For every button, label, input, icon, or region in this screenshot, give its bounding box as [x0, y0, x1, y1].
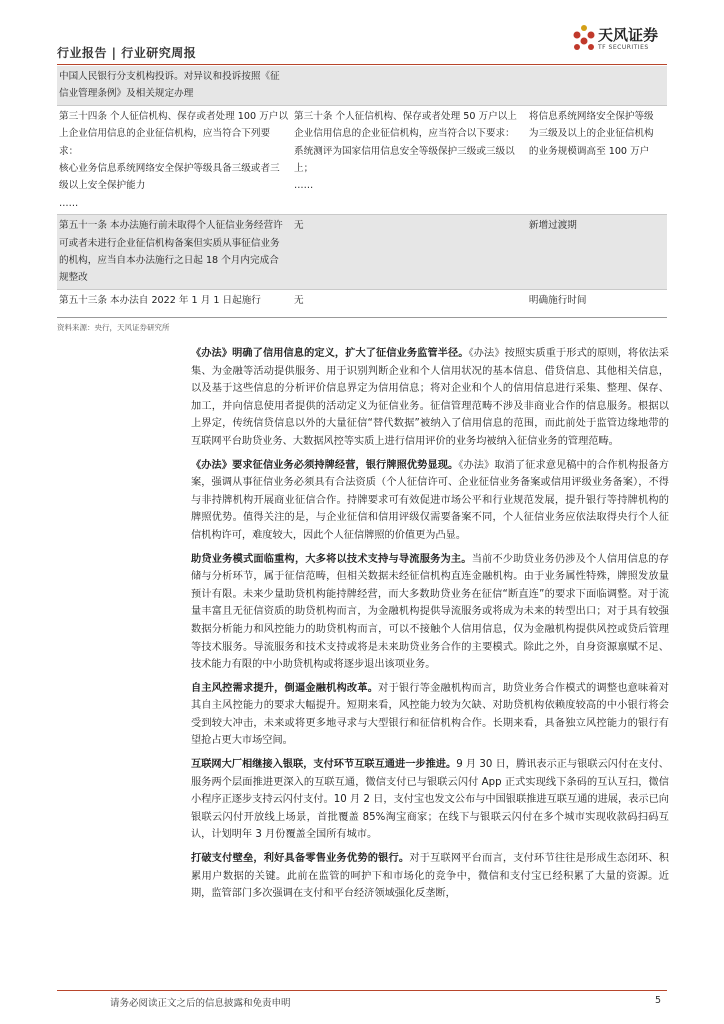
paragraph-text: 对于互联网平台而言，支付环节往往是形成生态闭环、积累用户数据的关键。此前在监管的呵护下和市场化的竞争中，微信和支付宝已经积累了大量的资源。近期，监管部门多次强调在支付和平台经济领域强化反垄断， [191, 853, 669, 900]
table-cell: 第五十一条 本办法施行前未取得个人征信业务经营许可或者未进行企业征信机构备案但实质从事征信业务的机构，应当自本办法施行之日起 18 个月内完成合规整改 [57, 215, 292, 290]
paragraph-text: 9 月 30 日，腾讯表示正与银联云闪付在支付、服务两个层面推进更深入的互联互通，微信支付已与银联云闪付 App 正式实现线下条码的互认互扫，微信小程序正逐步支持云闪付支付。10 月 2 日，支付宝也发文公布与中国银联推进互联互通的进展，表示已向银联云闪付开放线上场景，首批覆盖 85%淘宝商家；在线下与银联云闪付在多个城市实现收款码扫码互认，计划明年 3 月份覆盖全国所有城市。 [191, 759, 669, 841]
header-title: 行业报告 | 行业研究周报 [57, 46, 197, 60]
paragraph-lead: 打破支付壁垒，利好具备零售业务优势的银行。 [191, 853, 410, 865]
table-cell: 明确施行时间 [527, 289, 667, 311]
table-cell [292, 66, 527, 105]
paragraph-lead: 《办法》明确了信用信息的定义，扩大了征信业务监管半径。 [191, 348, 469, 359]
paragraph-lead: 互联网大厂相继接入银联，支付环节互联互通进一步推进。 [191, 759, 457, 771]
header-divider [57, 64, 667, 65]
paragraph [191, 345, 669, 451]
company-logo [572, 22, 682, 62]
paragraph-text: 《办法》取消了征求意见稿中的合作机构报备方案，强调从事征信业务必须具有合法资质（个人征信许可、企业征信业务备案或信用评级业务备案），不得与非持牌机构开展商业征信合作。持牌要求可有效促进市场公平和行业规范发展，提升银行等持牌机构的牌照优势。值得关注的是，与企业征信和信用评级仅需要备案不同，个人征信业务应依法取得央行个人征信机构许可，难度较大，因此个人征信牌照的价值更为凸显。 [191, 459, 669, 541]
table-bottom-rule [57, 317, 667, 318]
paragraph [191, 551, 669, 674]
paragraph [191, 756, 669, 844]
paragraph-text: 《办法》按照实质重于形式的原则，将依法采集、为金融等活动提供服务、用于识别判断企业和个人信用状况的基本信息、借贷信息、其他相关信息，以及基于这些信息的分析评价信息界定为信用信息；将对企业和个人的信用信息进行采集、整理、保存、加工，并向信息使用者提供的活动定义为征信业务。征信管理范畴不涉及非商业合作的信息服务。根据以上界定，传统信贷信息以外的大量征信“替代数据”被纳入了信用信息的范围，而此前处于监管边缘地带的互联网平台助贷业务、大数据风控等实质上进行信用评价的业务均被纳入征信业务的管理范畴。 [191, 348, 669, 447]
paragraph-lead: 自主风控需求提升，倒逼金融机构改革。 [191, 682, 379, 694]
table-source: 资料来源：央行，天风证券研究所 [57, 323, 170, 332]
table-row [57, 66, 667, 105]
regulation-comparison-table [57, 66, 667, 311]
table-cell: 无 [292, 289, 527, 311]
footer-disclaimer: 请务必阅读正文之后的信息披露和免责申明 [110, 998, 291, 1009]
paragraph-lead: 助贷业务模式面临重构，大多将以技术支持与导流服务为主。 [191, 553, 472, 565]
footer-divider [57, 990, 667, 991]
table-row [57, 215, 667, 290]
paragraph-lead: 《办法》要求征信业务必须持牌经营，银行牌照优势显现。 [191, 459, 459, 471]
table-cell: 新增过渡期 [527, 215, 667, 290]
paragraph-text: 对于银行等金融机构而言，助贷业务合作模式的调整也意味着对其自主风控能力的要求大幅提升。短期来看，风控能力较为欠缺、对助贷机构依赖度较高的中小银行将会受到较大冲击，未来或将更多地寻求与大型银行和征信机构合作。长期来看，具备独立风控能力的银行有望抢占更大市场空间。 [191, 682, 669, 747]
paragraph [191, 457, 669, 545]
paragraph [191, 850, 669, 903]
table-cell [527, 66, 667, 105]
table-row [57, 105, 667, 214]
logo-icon [572, 24, 596, 54]
table-cell: 第三十四条 个人征信机构、保存或者处理 100 万户以上企业信用信息的企业征信机构，应当符合下列要求： 核心业务信息系统网络安全保护等级具备三级或者三级以上安全保护能力 …… [57, 105, 292, 214]
table-cell: 第五十三条 本办法自 2022 年 1 月 1 日起施行 [57, 289, 292, 311]
logo-name: 天风证券 [598, 26, 659, 44]
table-cell: 中国人民银行分支机构投诉。对异议和投诉按照《征信业管理条例》及相关规定办理 [57, 66, 292, 105]
table-cell: 第三十条 个人征信机构、保存或者处理 50 万户以上企业信用信息的企业征信机构，应当符合以下要求： 系统测评为国家信用信息安全等级保护三级或三级以上； …… [292, 105, 527, 214]
body-text [191, 345, 669, 909]
table-row [57, 289, 667, 311]
page-number: 5 [655, 995, 662, 1006]
paragraph [191, 680, 669, 750]
logo-subtitle: TF SECURITIES [598, 44, 649, 51]
table-cell: 无 [292, 215, 527, 290]
paragraph-text: 当前不少助贷业务仍涉及个人信用信息的存储与分析环节，属于征信范畴，但相关数据未经征信机构直连金融机构。由于业务属性特殊，牌照发放量预计有限。未来少量助贷机构能持牌经营，而大多数助贷业务在征信“断直连”的要求下面临调整。对于流量丰富且无征信资质的助贷机构而言，为金融机构提供导流服务或将成为未来的转型出口；对于具有较强数据分析能力和风控能力的助贷机构而言，可以不接触个人信用信息，仅为金融机构提供风控或贷后管理等技术服务。导流服务和技术支持或将是未来助贷业务合作的主要模式。除此之外，自身资源禀赋不足、技术能力有限的中小助贷机构或将逐步退出该项业务。 [191, 553, 669, 671]
table-cell: 将信息系统网络安全保护等级为三级及以上的企业征信机构的业务规模调高至 100 万户 [527, 105, 667, 214]
